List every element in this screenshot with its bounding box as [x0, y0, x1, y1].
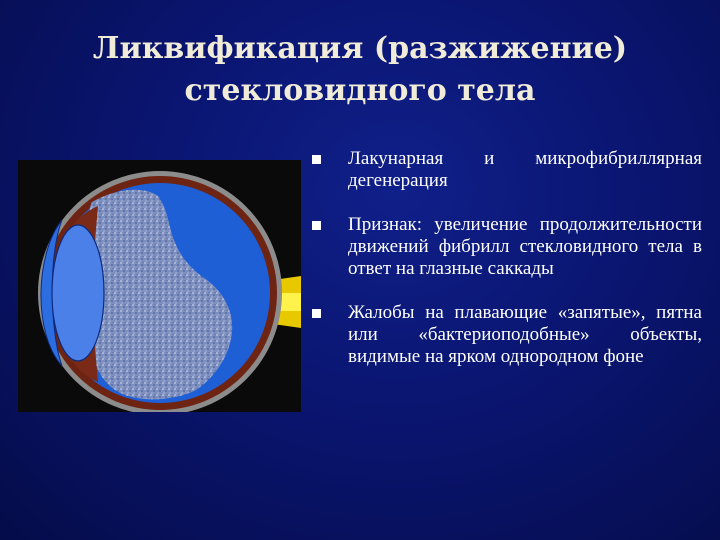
bullet-item [312, 302, 702, 368]
title-line-2: стекловидного тела [184, 73, 536, 108]
square-bullet-icon [312, 309, 321, 318]
square-bullet-icon [312, 155, 321, 164]
square-bullet-icon [312, 221, 321, 230]
bullet-item [312, 148, 702, 192]
bullet-item [312, 214, 702, 280]
bullet-text: Признак: увеличение продолжительности движений фибрилл стекловидного тела в ответ на глазные саккады [348, 214, 702, 279]
eye-cross-section-icon [18, 160, 301, 412]
bullet-text: Лакунарная и микрофибриллярная дегенерация [348, 148, 702, 191]
bullet-list [312, 148, 702, 390]
title-line-1: Ликвификация (разжижение) [92, 31, 628, 66]
bullet-text: Жалобы на плавающие «запятые», пятна или «бактериоподобные» объекты, видимые на ярком однородном фоне [348, 302, 702, 367]
slide-title [60, 28, 660, 112]
eye-cross-section-figure [18, 160, 301, 412]
lens [52, 225, 104, 361]
